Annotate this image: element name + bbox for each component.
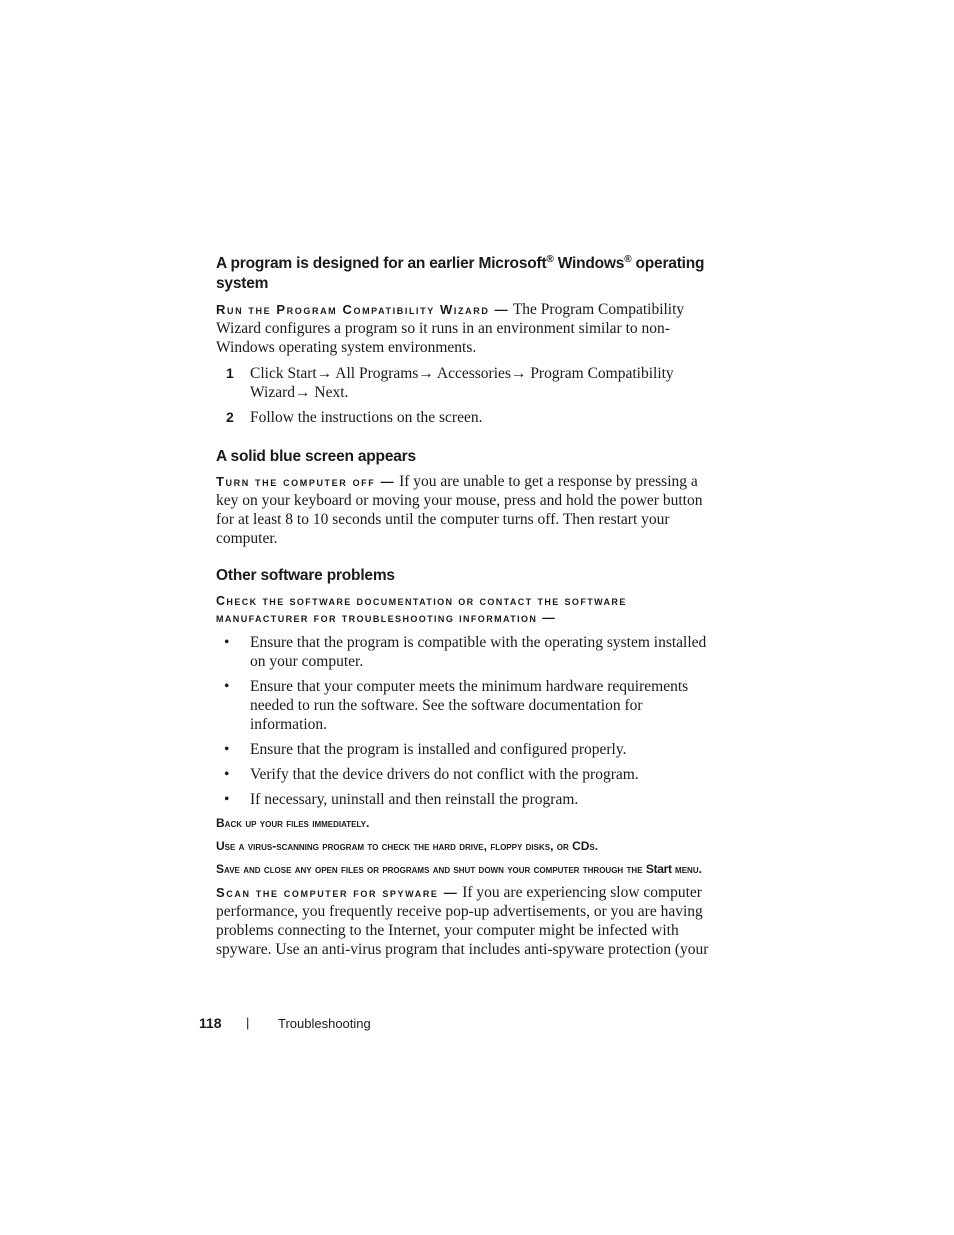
list-item: • Verify that the device drivers do not conflict with the program.	[224, 766, 639, 783]
section-heading-other-software: Other software problems	[216, 567, 395, 584]
section-heading-blue-screen: A solid blue screen appears	[216, 448, 416, 465]
save-close-lead: Save and close any open files or programs and shut down your computer through the Start menu.	[216, 862, 702, 876]
menu-next: Next	[314, 384, 345, 401]
step-2: 2 Follow the instructions on the screen.	[226, 409, 483, 426]
chapter-title: Troubleshooting	[278, 1016, 371, 1031]
menu-start: Start	[287, 365, 317, 382]
start-menu-label: Start	[645, 862, 672, 876]
list-item: • If necessary, uninstall and then reinstall the program.	[224, 791, 579, 808]
step-1: 1 Click Start→ All Programs→ Accessories→ Program Compatibility Wizard→ Next.	[226, 365, 674, 401]
bullet-icon: •	[224, 678, 230, 695]
section-heading-earlier-windows: A program is designed for an earlier Microsoft® Windows® operating system	[216, 254, 705, 292]
arrow-icon: →	[295, 384, 315, 401]
spyware-paragraph	[216, 883, 716, 959]
bullet-icon: •	[224, 766, 230, 783]
arrow-icon: →	[418, 365, 437, 382]
compat-wizard-lead: Run the Program Compatibility Wizard —	[216, 302, 510, 317]
virus-scan-lead: Use a virus-scanning program to check the hard drive, floppy disks, or CDs.	[216, 839, 599, 853]
registered-mark: ®	[546, 254, 554, 265]
list-item: • Ensure that the program is installed and configured properly.	[224, 741, 627, 758]
menu-compat-wizard: Program Compatibility Wizard	[250, 365, 674, 401]
step-number: 2	[226, 409, 234, 425]
menu-all-programs: All Programs	[335, 365, 419, 382]
bullet-icon: •	[224, 741, 230, 758]
backup-files-lead: Back up your files immediately.	[216, 816, 370, 830]
blue-screen-lead: Turn the computer off —	[216, 474, 396, 489]
compat-wizard-paragraph	[216, 300, 716, 357]
bullet-icon: •	[224, 634, 230, 651]
page-number: 118	[199, 1015, 222, 1031]
menu-accessories: Accessories	[436, 365, 511, 382]
bullet-icon: •	[224, 791, 230, 808]
blue-screen-paragraph	[216, 472, 716, 548]
compat-wizard-body: The Program Compatibility Wizard configures a program so it runs in an environment similar to non-Windows operating system environments.	[216, 301, 685, 356]
spyware-lead: Scan the computer for spyware —	[216, 885, 459, 900]
check-docs-lead: Check the software documentation or contact the software manufacturer for troubleshooting information —	[216, 594, 627, 625]
arrow-icon: →	[316, 365, 336, 382]
footer-separator: |	[246, 1015, 250, 1030]
software-bullet-list	[216, 633, 716, 809]
list-item: • Ensure that the program is compatible with the operating system installed on your computer.	[224, 634, 707, 670]
list-item: • Ensure that your computer meets the minimum hardware requirements needed to run the software. See the software documentation for information.	[224, 678, 689, 733]
page-content	[216, 254, 716, 959]
step-number: 1	[226, 365, 234, 381]
blue-screen-body: If you are unable to get a response by pressing a key on your keyboard or moving your mouse, press and hold the power button for at least 8 to 10 seconds until the computer turns off. Then restart your computer.	[216, 473, 703, 547]
registered-mark: ®	[624, 254, 632, 265]
arrow-icon: →	[510, 365, 531, 382]
spyware-body: If you are experiencing slow computer performance, you frequently receive pop-up advertisements, or you are having problems connecting to the Internet, your computer might be infected with spyware. Use an anti-virus program that includes anti-spyware protection (your	[216, 884, 709, 958]
